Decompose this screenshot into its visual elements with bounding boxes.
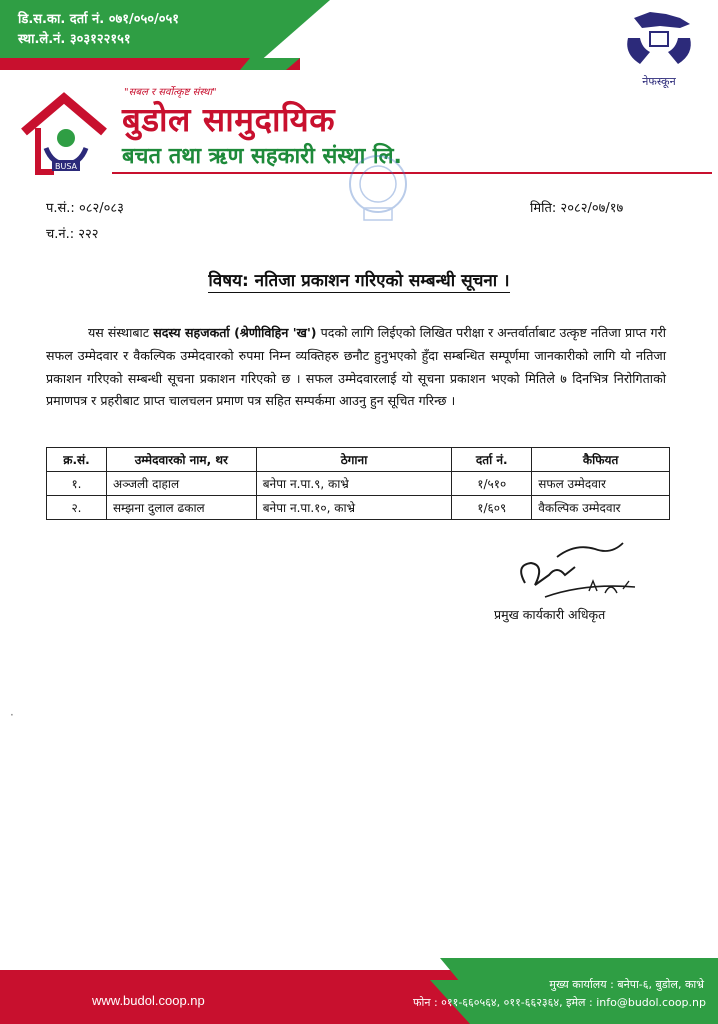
document-date: मिति: २०८२/०७/१७ (530, 201, 624, 216)
signature-icon (505, 535, 655, 615)
header-band (0, 0, 718, 70)
tagline: "सबल र सर्वोत्कृष्ट संस्था" (124, 87, 217, 98)
subject-heading (0, 268, 718, 291)
notice-body (46, 322, 666, 413)
table-row (47, 496, 670, 520)
nefscoon-label: नेफस्कून (642, 75, 676, 88)
stamp-watermark (338, 150, 418, 225)
website-link[interactable]: www.budol.coop.np (92, 993, 205, 1008)
signatory-title: प्रमुख कार्यकारी अधिकृत (494, 607, 606, 622)
reference-number: प.सं.: ०८२/०८३ (46, 201, 124, 216)
dispatch-number: च.नं.: २२२ (46, 227, 99, 242)
body-part-2: पदको लागि लिईएको लिखित परीक्षा र अन्तर्वार्ताबाट उत्कृष्ट नतिजा प्राप्त गरी सफल उम्मेदवार र वैकल्पिक उम्मेदवारको रुपमा निम्न व्यक्तिहरु छनौट हुनुभएको हुँदा सम्बन्धित सम्पूर्णमा जानकारीको लागि यो नतिजा प्रकाशन गरिएको सम्बन्धी सूचना प्रकाशन गरिएको छ । सफल उम्मेदवारलाई यो सूचना प्रकाशन भएको मितिले ७ दिनभित्र निरोगिताको प्रमाणपत्र र प्रहरीबाट प्राप्त चालचलन प्रमाण पत्र सहित सम्पर्कमा आउनु हुन सूचित गरिन्छ । (46, 325, 666, 409)
cell-registration: १/५१० (452, 472, 532, 496)
organization-subtitle: बचत तथा ऋण सहकारी संस्था लि. (122, 144, 402, 169)
col-header-remarks: कैफियत (532, 448, 670, 472)
nefscoon-emblem-icon (620, 8, 698, 70)
nefscoon-logo (620, 8, 698, 100)
logo-text: BUSA (54, 162, 78, 171)
cell-name: अञ्जली दाहाल (106, 472, 256, 496)
margin-mark: · (10, 708, 14, 722)
organization-name: बुडोल सामुदायिक (122, 100, 336, 139)
cell-address: बनेपा न.पा.१०, काभ्रे (256, 496, 452, 520)
table-row (47, 472, 670, 496)
stamp-icon (338, 150, 418, 225)
cell-sn: २. (47, 496, 107, 520)
registration-line-2: स्था.ले.नं. ३०३१२२१५१ (18, 32, 131, 47)
registration-info (18, 10, 179, 50)
col-header-name: उम्मेदवारको नाम, थर (106, 448, 256, 472)
busa-house-hands-icon (16, 88, 116, 176)
cell-registration: १/६०९ (452, 496, 532, 520)
body-part-1: यस संस्थाबाट (88, 325, 154, 340)
col-header-sn: क्र.सं. (47, 448, 107, 472)
busa-logo (16, 88, 116, 176)
table-header-row (47, 448, 670, 472)
office-address: मुख्य कार्यालय : बनेपा-६, बुडोल, काभ्रे (549, 978, 704, 991)
cell-address: बनेपा न.पा.९, काभ्रे (256, 472, 452, 496)
col-header-address: ठेगाना (256, 448, 452, 472)
cell-name: सम्झना दुलाल ढकाल (106, 496, 256, 520)
results-table (46, 447, 670, 520)
cell-sn: १. (47, 472, 107, 496)
handwritten-signature (505, 535, 655, 615)
registration-line-1: डि.स.का. दर्ता नं. ०७१/०५०/०५१ (18, 12, 180, 27)
subject-text: विषय: नतिजा प्रकाशन गरिएको सम्बन्धी सूचना । (208, 271, 510, 291)
contact-info: फोन : ०११-६६०५६४, ०११-६६२३६४, इमेल : info@budol.coop.np (413, 996, 706, 1009)
cell-remarks: सफल उम्मेदवार (532, 472, 670, 496)
col-header-registration: दर्ता नं. (452, 448, 532, 472)
post-title: सदस्य सहजकर्ता (श्रेणीविहिन 'ख') (153, 325, 317, 340)
cell-remarks: वैकल्पिक उम्मेदवार (532, 496, 670, 520)
